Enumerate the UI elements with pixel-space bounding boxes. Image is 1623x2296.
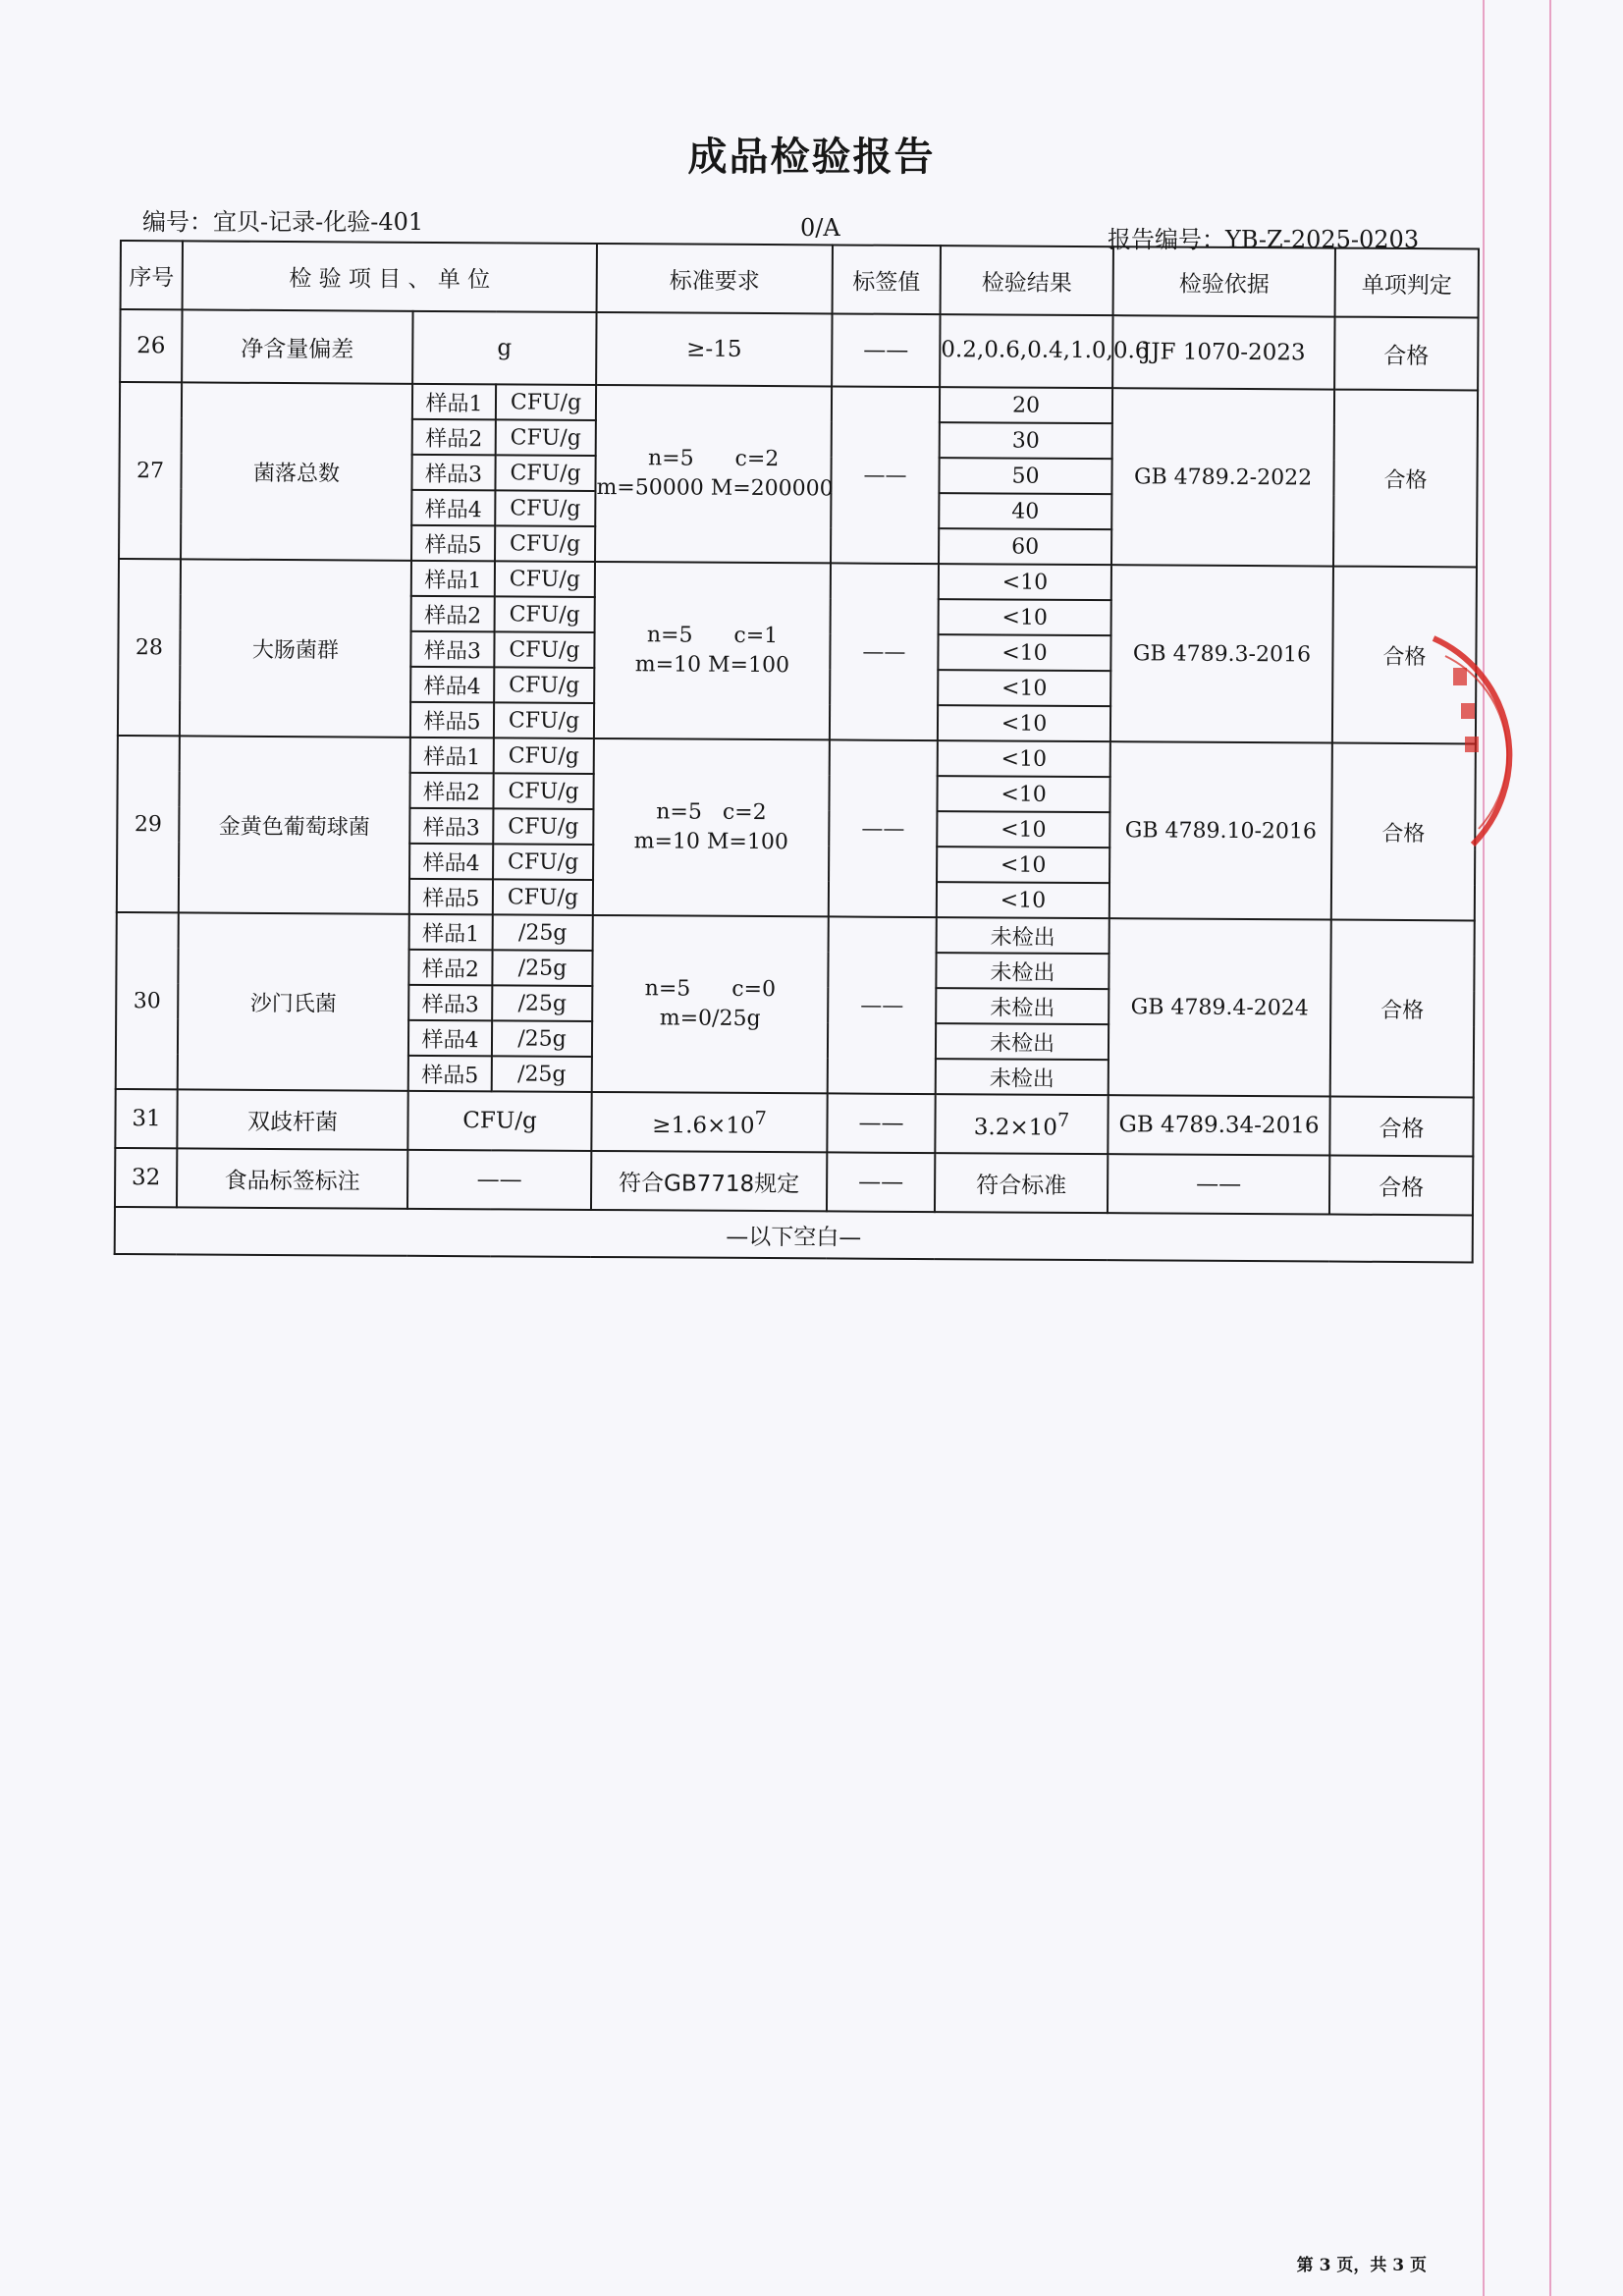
verdict: 合格 (1329, 1156, 1473, 1216)
col-header-basis: 检验依据 (1113, 246, 1335, 316)
item-unit: —— (407, 1150, 591, 1210)
col-header-result: 检验结果 (941, 246, 1113, 315)
standard-line: m=10 M=100 (634, 652, 790, 679)
col-header-no: 序号 (121, 241, 183, 309)
item-name: 净含量偏差 (182, 309, 412, 383)
standard-exponent: 7 (754, 1106, 767, 1129)
sample-unit: CFU/g (494, 667, 594, 703)
standard-line: m=10 M=100 (633, 829, 788, 855)
sample-result: <10 (937, 847, 1109, 883)
row-number: 29 (117, 736, 180, 912)
label-value: —— (832, 313, 940, 387)
label-value: —— (830, 563, 939, 740)
standard-requirement (593, 738, 830, 916)
sample-label: 样品4 (410, 667, 494, 703)
standard-requirement (594, 562, 831, 739)
sample-unit: CFU/g (493, 808, 593, 845)
sample-label: 样品1 (409, 914, 493, 951)
sample-unit: /25g (492, 1020, 592, 1057)
sample-result: 未检出 (936, 1059, 1109, 1095)
inspection-basis: GB 4789.3-2016 (1110, 565, 1333, 742)
item-unit: CFU/g (407, 1091, 591, 1151)
sample-unit: CFU/g (494, 631, 594, 668)
table-row (115, 1148, 1473, 1215)
sample-result: 未检出 (937, 917, 1109, 954)
sample-result: <10 (939, 564, 1111, 600)
item-name: 沙门氏菌 (178, 912, 409, 1090)
table-row (119, 559, 1477, 602)
sample-result: 未检出 (936, 953, 1109, 989)
sample-unit: CFU/g (493, 773, 593, 809)
sample-unit: /25g (492, 950, 592, 986)
page-margin-rule (1549, 0, 1551, 2296)
sample-label: 样品4 (409, 844, 493, 880)
table-row (120, 382, 1478, 425)
sample-unit: /25g (492, 1056, 592, 1092)
verdict: 合格 (1329, 1097, 1473, 1157)
table-row (120, 309, 1478, 390)
sample-result: <10 (937, 882, 1109, 918)
col-header-verdict: 单项判定 (1335, 248, 1479, 318)
item-name: 大肠菌群 (180, 559, 411, 737)
verdict: 合格 (1333, 390, 1478, 568)
verdict: 合格 (1331, 743, 1476, 921)
sample-result: 20 (940, 387, 1112, 423)
item-name: 双歧杆菌 (177, 1089, 407, 1149)
standard-line: n=5 c=2 (656, 799, 767, 826)
sample-result: <10 (938, 740, 1110, 777)
label-value: —— (831, 386, 940, 564)
row-number: 27 (119, 382, 182, 559)
sample-label: 样品1 (410, 738, 494, 774)
row-number: 28 (118, 559, 181, 736)
verdict: 合格 (1332, 567, 1477, 744)
standard-line: m=0/25g (659, 1006, 761, 1032)
row-number: 32 (115, 1148, 177, 1207)
sample-label: 样品5 (409, 879, 493, 915)
inspection-result: 0.2,0.6,0.4,1.0,0.6 (940, 314, 1112, 388)
sample-result: <10 (937, 776, 1109, 812)
inspection-basis: GB 4789.34-2016 (1108, 1095, 1329, 1155)
document-version: 0/A (800, 214, 840, 242)
col-header-label-value: 标签值 (833, 245, 941, 314)
sample-label: 样品2 (412, 419, 496, 456)
item-name: 金黄色葡萄球菌 (179, 736, 410, 913)
sample-label: 样品1 (411, 561, 495, 597)
document-number: 编号：宜贝-记录-化验-401 (142, 208, 424, 236)
sample-label: 样品2 (411, 596, 495, 632)
sample-label: 样品3 (411, 455, 495, 491)
sample-unit: CFU/g (496, 384, 596, 420)
row-number: 26 (120, 309, 182, 382)
sample-unit: CFU/g (495, 455, 595, 491)
sample-label: 样品3 (410, 631, 494, 668)
label-value: —— (827, 1152, 935, 1212)
sample-unit: CFU/g (494, 738, 594, 774)
inspection-result (935, 1094, 1108, 1154)
standard-line: n=5 c=0 (644, 976, 777, 1003)
sample-result: <10 (938, 634, 1110, 671)
standard-requirement (592, 915, 829, 1093)
col-header-standard: 标准要求 (597, 244, 833, 313)
table-end-row (115, 1207, 1473, 1262)
red-seal-stamp (1414, 629, 1610, 864)
sample-result: 60 (939, 528, 1111, 565)
document-title: 成品检验报告 (687, 135, 936, 180)
item-name: 菌落总数 (181, 382, 412, 560)
inspection-result: 符合标准 (935, 1153, 1108, 1213)
inspection-basis: GB 4789.4-2024 (1109, 918, 1331, 1096)
standard-requirement (591, 1092, 827, 1152)
sample-result: <10 (938, 705, 1110, 741)
sample-unit: /25g (492, 985, 592, 1021)
sample-label: 样品4 (411, 490, 495, 526)
table-row (115, 1089, 1473, 1156)
end-note: —以下空白— (115, 1207, 1473, 1262)
standard-base: ≥1.6×10 (652, 1112, 755, 1139)
sample-result: <10 (937, 811, 1109, 847)
inspection-table (114, 240, 1480, 1263)
item-name: 食品标签标注 (177, 1148, 407, 1208)
inspection-basis: —— (1108, 1154, 1329, 1214)
table-row (118, 736, 1476, 779)
sample-result: <10 (939, 599, 1111, 635)
standard-line: n=5 c=2 (647, 446, 780, 472)
sample-label: 样品3 (408, 985, 492, 1021)
sample-result: <10 (938, 670, 1110, 706)
sample-result: 未检出 (936, 1023, 1109, 1060)
page-margin-rule (1483, 0, 1485, 2296)
sample-unit: CFU/g (495, 525, 595, 562)
verdict: 合格 (1334, 317, 1478, 391)
sample-result: 未检出 (936, 988, 1109, 1024)
label-value: —— (829, 739, 938, 917)
sample-label: 样品5 (411, 525, 495, 562)
sample-unit: CFU/g (493, 879, 593, 915)
report-number: 报告编号：YB-Z-2025-0203 (1108, 226, 1420, 253)
sample-unit: CFU/g (495, 490, 595, 526)
sample-unit: CFU/g (496, 419, 596, 456)
sample-label: 样品2 (408, 950, 492, 986)
standard-requirement (595, 385, 832, 563)
result-base: 3.2×10 (973, 1114, 1058, 1141)
standard-requirement: ≥-15 (596, 312, 832, 386)
col-header-item: 检 验 项 目 、 单 位 (183, 241, 597, 312)
inspection-basis: GB 4789.2-2022 (1111, 388, 1334, 566)
sample-result: 40 (939, 493, 1111, 529)
inspection-basis: GB 4789.10-2016 (1109, 741, 1332, 919)
sample-unit: CFU/g (493, 844, 593, 880)
table-header (121, 241, 1479, 317)
sample-label: 样品5 (408, 1056, 492, 1092)
sample-label: 样品1 (412, 384, 496, 420)
sample-result: 50 (939, 458, 1111, 494)
sample-unit: /25g (493, 914, 593, 951)
standard-line: m=50000 M=200000 (596, 474, 834, 502)
sample-label: 样品5 (410, 702, 494, 738)
label-value: —— (828, 916, 937, 1094)
label-value: —— (827, 1093, 935, 1153)
standard-requirement: 符合GB7718规定 (591, 1151, 827, 1211)
item-unit: g (412, 311, 596, 385)
sample-unit: CFU/g (495, 596, 595, 632)
sample-unit: CFU/g (495, 561, 595, 597)
verdict: 合格 (1330, 920, 1475, 1098)
sample-result: 30 (940, 422, 1112, 459)
table-row (117, 912, 1475, 956)
row-number: 31 (115, 1089, 177, 1148)
sample-label: 样品4 (408, 1020, 492, 1057)
sample-label: 样品3 (409, 808, 493, 845)
inspection-basis: JJF 1070-2023 (1112, 315, 1334, 389)
row-number: 30 (116, 912, 179, 1089)
sample-label: 样品2 (409, 773, 493, 809)
page-footer: 第 3 页，共 3 页 (1296, 2256, 1427, 2275)
sample-unit: CFU/g (494, 702, 594, 738)
result-exponent: 7 (1056, 1108, 1070, 1131)
standard-line: n=5 c=1 (646, 623, 779, 649)
